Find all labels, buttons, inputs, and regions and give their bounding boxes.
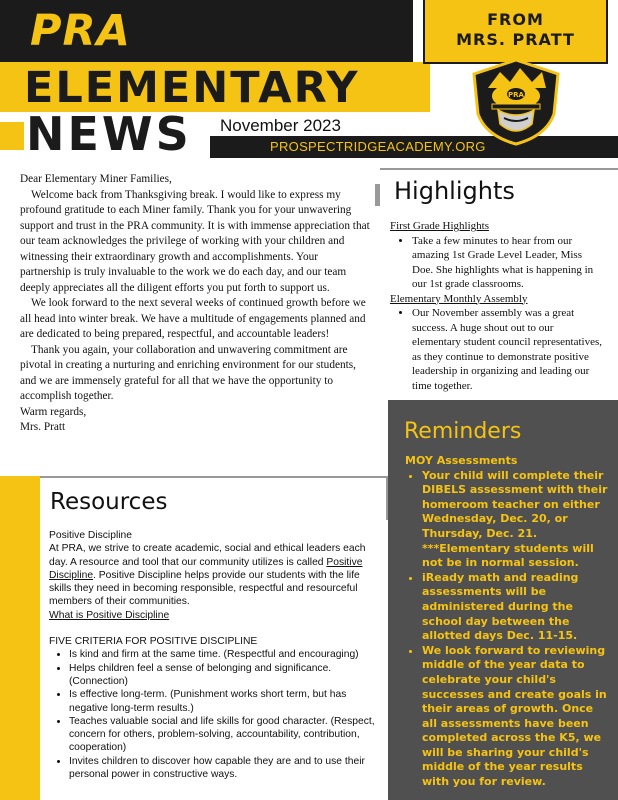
from-label: FROM [487, 10, 544, 29]
reminder-item: • Your child will complete their DIBELS assessment with their homeroom teacher on either Wednesday, Dec. 20, or Thursday, Dec. 21. ***Elementary students will not be in normal session. [422, 469, 610, 571]
principal-letter [20, 172, 370, 436]
masthead-elementary-band [0, 62, 430, 112]
letter-closing: Warm regards, [20, 405, 87, 418]
miner-mascot-shield-icon [466, 58, 566, 146]
letter-greeting: Dear Elementary Miner Families, [20, 173, 172, 185]
positive-discipline-link[interactable]: Positive Discipline [49, 556, 363, 581]
masthead-pra-band [0, 0, 413, 62]
highlights-body [390, 219, 605, 393]
highlights-header [380, 168, 618, 214]
criteria-item: • Is effective long-term. (Punishment works short term, but has negative long-term results.) [69, 688, 382, 715]
letter-signature: Mrs. Pratt [20, 421, 66, 433]
resources-intro-text-end: . Positive Discipline helps provide our students with the life skills they need in becoming responsible, respectful and resourceful members of their communities. [49, 569, 360, 608]
reminders-heading: MOY Assessments [405, 454, 518, 467]
letter-paragraph-3: Thank you again, your collaboration and unwavering commitment are pivotal in creating a nurturing and enriching environment for our students, and we are immensely grateful for all that we have the opportunity to accomplish together. [20, 343, 356, 402]
masthead-news-accent [0, 122, 24, 150]
issue-date: November 2023 [220, 116, 341, 135]
criteria-item: • Invites children to discover how capable they are and to use their personal power in constructive ways. [69, 755, 382, 782]
criteria-heading: FIVE CRITERIA FOR POSITIVE DISCIPLINE [49, 636, 258, 648]
masthead-elementary: ELEMENTARY [24, 63, 360, 113]
letter-paragraph-1: Welcome back from Thanksgiving break. I would like to express my profound gratitude to each Miner family. Thank you for your unwavering support and trust in the PRA community. It is with immense appreciation that our team acknowledges the privilege of working with your children and witnessing their extraordinary growth and accomplishments. Your partnership is truly invaluable to the work we do each day, and our team deeply appreciates all the diligent efforts you put forth to support us. [20, 188, 370, 294]
resources-body [49, 529, 382, 781]
resources-subheading: Positive Discipline [49, 530, 132, 541]
reminders-body [405, 454, 610, 790]
resources-intro [49, 542, 382, 608]
resources-header [40, 476, 388, 520]
highlight-heading-first-grade[interactable]: First Grade Highlights [390, 220, 489, 232]
resources-intro-text: At PRA, we strive to create academic, social and ethical leaders each day. A resource and tool that our community utilizes is called [49, 543, 366, 568]
highlight-item: • Our November assembly was a great success. A huge shout out to our elementary student council representatives, as they continue to demonstrate positive leadership in organizing and leading our time together. [412, 306, 605, 393]
highlight-heading-assembly[interactable]: Elementary Monthly Assembly [390, 292, 528, 305]
criteria-item: • Teaches valuable social and life skills for good character. (Respect, concern for others, problem-solving, accountability, contribution, cooperation) [69, 715, 382, 755]
reminders-title: Reminders [404, 419, 522, 444]
resources-accent [0, 476, 40, 800]
criteria-item: • Helps children feel a sense of belonging and significance. (Connection) [69, 662, 382, 689]
masthead-pra: PRA [30, 6, 131, 56]
from-box [423, 0, 608, 64]
highlights-title: Highlights [394, 177, 515, 205]
letter-paragraph-2: We look forward to the next several weeks of continued growth before we all head into winter break. We have a multitude of engagements planned and are dedicated to being prepared, respectful, and accountable leaders! [20, 297, 366, 340]
from-name: MRS. PRATT [456, 30, 575, 49]
reminder-item: • iReady math and reading assessments will be administered during the school day between the allotted days Dec. 11-15. [422, 571, 610, 644]
svg-text:PRA: PRA [508, 91, 524, 99]
highlight-item: • Take a few minutes to hear from our amazing 1st Grade Level Leader, Miss Doe. She highlights what is happening in our 1st grade classrooms. [412, 234, 605, 292]
criteria-item: • Is kind and firm at the same time. (Respectful and encouraging) [69, 648, 382, 661]
reminder-item: • We look forward to reviewing middle of the year data to celebrate your child's successes and create goals in their areas of growth. Once all assessments have been completed across the K5, we will be sharing your child's middle of the year results with you for review. [422, 644, 610, 790]
what-is-positive-discipline-link[interactable]: What is Positive Discipline [49, 609, 170, 621]
website-link[interactable]: PROSPECTRIDGEACADEMY.ORG [270, 139, 486, 154]
spacer [49, 622, 382, 635]
resources-title: Resources [50, 489, 168, 515]
masthead-news: NEWS [26, 107, 192, 161]
